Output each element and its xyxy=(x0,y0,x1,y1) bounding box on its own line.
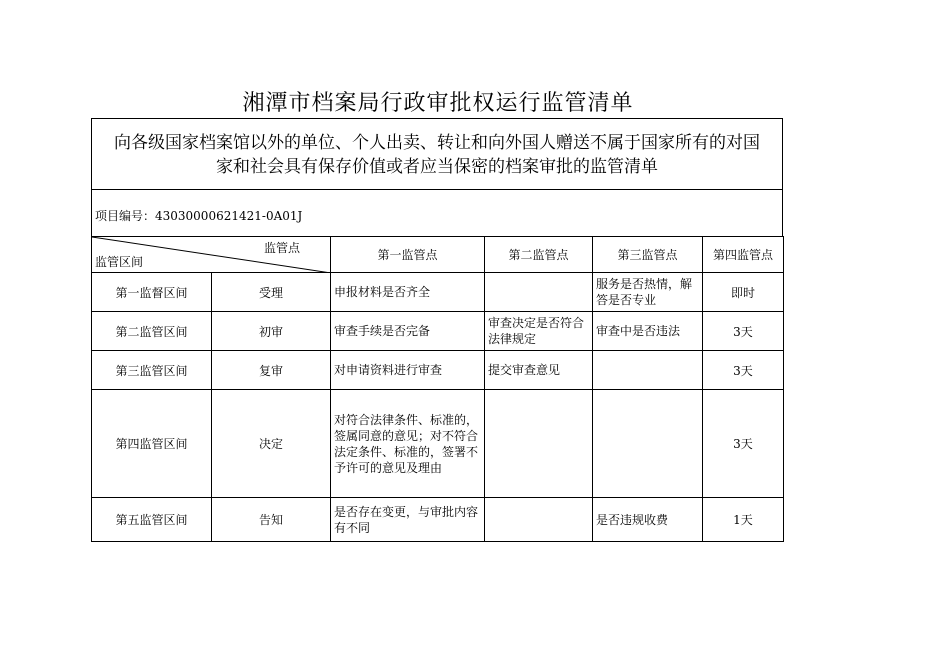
point-4-cell: 即时 xyxy=(703,273,784,312)
header-point-2: 第二监管点 xyxy=(485,237,593,273)
point-2-cell xyxy=(485,390,593,498)
table-row xyxy=(92,498,784,542)
point-2-cell xyxy=(485,273,593,312)
point-3-cell xyxy=(593,351,703,390)
page-title: 湘潭市档案局行政审批权运行监管清单 xyxy=(242,91,634,116)
header-supervision-zone: 监管区间 xyxy=(95,255,144,269)
table-row xyxy=(92,351,784,390)
zone-cell: 第四监管区间 xyxy=(92,390,212,498)
point-4-cell: 3天 xyxy=(703,351,784,390)
point-3-cell: 是否违规收费 xyxy=(593,498,703,542)
subtitle-line-2: 家和社会具有保存价值或者应当保密的档案审批的监管清单 xyxy=(216,157,658,177)
header-supervision-point: 监管点 xyxy=(263,241,300,255)
zone-cell: 第一监督区间 xyxy=(92,273,212,312)
point-4-cell: 3天 xyxy=(703,312,784,351)
point-1-cell: 申报材料是否齐全 xyxy=(331,273,485,312)
table-row xyxy=(92,273,784,312)
table-row xyxy=(92,312,784,351)
zone-cell: 第五监管区间 xyxy=(92,498,212,542)
point-1-cell: 对符合法律条件、标准的，签属同意的意见；对不符合法定条件、标准的，签署不予许可的意见及理由 xyxy=(331,390,485,498)
point-1-cell: 是否存在变更，与审批内容有不同 xyxy=(331,498,485,542)
table-header-row xyxy=(92,237,784,273)
zone-cell: 第二监管区间 xyxy=(92,312,212,351)
point-4-cell: 1天 xyxy=(703,498,784,542)
diagonal-header-cell xyxy=(92,237,331,273)
header-point-3: 第三监管点 xyxy=(593,237,703,273)
subtitle-frame xyxy=(91,118,783,236)
point-1-cell: 审查手续是否完备 xyxy=(331,312,485,351)
table-row xyxy=(92,390,784,498)
stage-cell: 决定 xyxy=(212,390,331,498)
point-3-cell: 审查中是否违法 xyxy=(593,312,703,351)
list-subtitle xyxy=(92,131,782,179)
project-code: 项目编号：43030000621421-0A01J xyxy=(95,209,303,223)
stage-cell: 受理 xyxy=(212,273,331,312)
point-2-cell xyxy=(485,498,593,542)
header-point-1: 第一监管点 xyxy=(331,237,485,273)
stage-cell: 复审 xyxy=(212,351,331,390)
supervision-table xyxy=(91,236,784,542)
point-2-cell: 提交审查意见 xyxy=(485,351,593,390)
point-1-cell: 对申请资料进行审查 xyxy=(331,351,485,390)
point-3-cell xyxy=(593,390,703,498)
subtitle-line-1: 向各级国家档案馆以外的单位、个人出卖、转让和向外国人赠送不属于国家所有的对国 xyxy=(114,133,760,153)
point-4-cell: 3天 xyxy=(703,390,784,498)
stage-cell: 告知 xyxy=(212,498,331,542)
point-2-cell: 审查决定是否符合法律规定 xyxy=(485,312,593,351)
zone-cell: 第三监管区间 xyxy=(92,351,212,390)
stage-cell: 初审 xyxy=(212,312,331,351)
header-point-4: 第四监管点 xyxy=(703,237,784,273)
project-code-row xyxy=(92,189,782,238)
point-3-cell: 服务是否热情，解答是否专业 xyxy=(593,273,703,312)
